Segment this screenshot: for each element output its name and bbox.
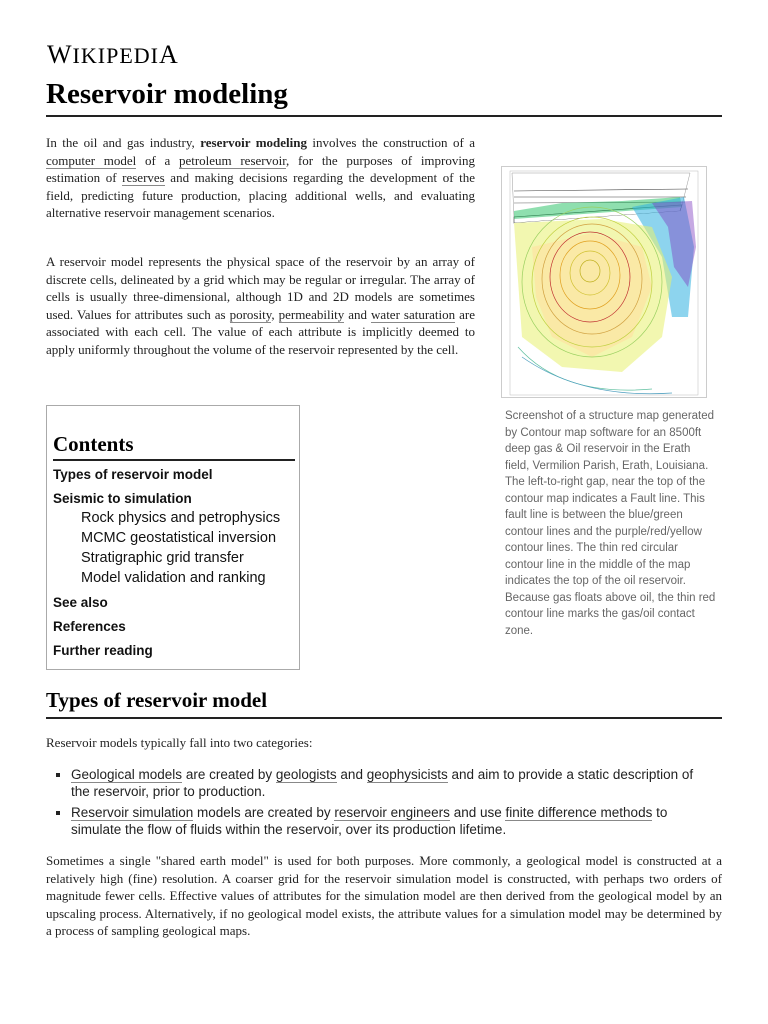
toc-item-rock-physics[interactable]: Rock physics and petrophysics xyxy=(81,510,281,526)
contour-map-graphic xyxy=(502,167,706,397)
link-geophysicists[interactable]: geophysicists xyxy=(366,767,448,782)
wikipedia-wordmark[interactable]: WIKIPEDIA xyxy=(47,40,179,69)
toc-item-see-also[interactable]: See also xyxy=(53,595,108,610)
intro-paragraph-1: In the oil and gas industry, reservoir modeling involves the construction of a computer model of a petroleum reservoir, for the purposes of improving estimation of reserves and making decisions regarding the development of the field, predicting future production, placing additional wells, and evaluating alternative reservoir management scenarios. xyxy=(46,135,475,220)
structure-map-image[interactable] xyxy=(501,166,707,398)
list-item: ▪ Reservoir simulation models are created by reservoir engineers and use finite difference methods to simulate the flow of fluids within the reservoir, over its production lifetime. xyxy=(71,804,711,838)
section-paragraph: Sometimes a single "shared earth model" is used for both purposes. More commonly, a geological model is constructed at a relatively high (fine) resolution. A coarser grid for the reservoir simulation model is constructed, with perhaps two orders of magnitude fewer cells. Effective values of attributes for the simulation model are then derived from the geological model by an upscaling process. Alternatively, if no geological model exists, the attribute values for a simulation model may be determined by a process of sampling geological maps. xyxy=(46,853,722,938)
figure-caption: Screenshot of a structure map generated by Contour map software for an 8500ft deep gas & Oil reservoir in the Erath field, Vermilion Parish, Erath, Louisiana. The left-to-right gap, near the top of the contour map indicates a Fault line. This fault line is between the blue/green contour lines and the purple/red/yellow contour lines. The thin red circular contour line in the middle of the map indicates the top of the oil reservoir. Because gas floats above oil, the thin red contour line marks the gas/oil contact zone. xyxy=(505,410,716,637)
toc-item-seismic[interactable]: Seismic to simulation xyxy=(53,491,192,506)
link-geological-models[interactable]: Geological models xyxy=(71,767,183,782)
bold-term: reservoir modeling xyxy=(200,135,307,150)
intro-paragraph-2: A reservoir model represents the physical space of the reservoir by an array of discrete cells, delineated by a grid which may be regular or irregular. The array of cells is usually three-dimensional, although 1D and 2D models are sometimes used. Values for attributes such as porosity, permeability and water saturation are associated with each cell. The value of each attribute is implicitly deemed to apply uniformly throughout the volume of the reservoir represented by the cell. xyxy=(46,254,476,357)
section-heading-types: Types of reservoir model xyxy=(46,688,722,719)
model-categories-list xyxy=(54,766,711,842)
page-title: Reservoir modeling xyxy=(46,78,722,117)
link-computer-model[interactable]: computer model xyxy=(46,152,137,168)
toc-item-validation[interactable]: Model validation and ranking xyxy=(81,570,266,586)
link-finite-difference-methods[interactable]: finite difference methods xyxy=(505,805,653,820)
link-petroleum-reservoir[interactable]: petroleum reservoir xyxy=(178,152,287,168)
link-permeability[interactable]: permeability xyxy=(278,306,345,322)
section-lead: Reservoir models typically fall into two categories: xyxy=(46,735,313,750)
toc-item-mcmc[interactable]: MCMC geostatistical inversion xyxy=(81,530,277,546)
link-reserves[interactable]: reserves xyxy=(122,170,165,185)
link-geologists[interactable]: geologists xyxy=(275,767,337,782)
link-reservoir-engineers[interactable]: reservoir engineers xyxy=(334,805,450,820)
toc-item-further-reading[interactable]: Further reading xyxy=(53,643,153,658)
toc-title: Contents xyxy=(53,432,295,461)
link-porosity[interactable]: porosity xyxy=(229,306,272,322)
toc-item-types[interactable]: Types of reservoir model xyxy=(53,467,213,482)
link-reservoir-simulation[interactable]: Reservoir simulation xyxy=(71,805,194,820)
table-of-contents xyxy=(46,405,300,670)
toc-item-stratigraphic[interactable]: Stratigraphic grid transfer xyxy=(81,550,244,566)
link-water-saturation[interactable]: water saturation xyxy=(371,306,456,322)
list-item: ▪ Geological models are created by geologists and geophysicists and aim to provide a static description of the reservoir, prior to production. xyxy=(71,766,711,800)
toc-item-references[interactable]: References xyxy=(53,619,126,634)
